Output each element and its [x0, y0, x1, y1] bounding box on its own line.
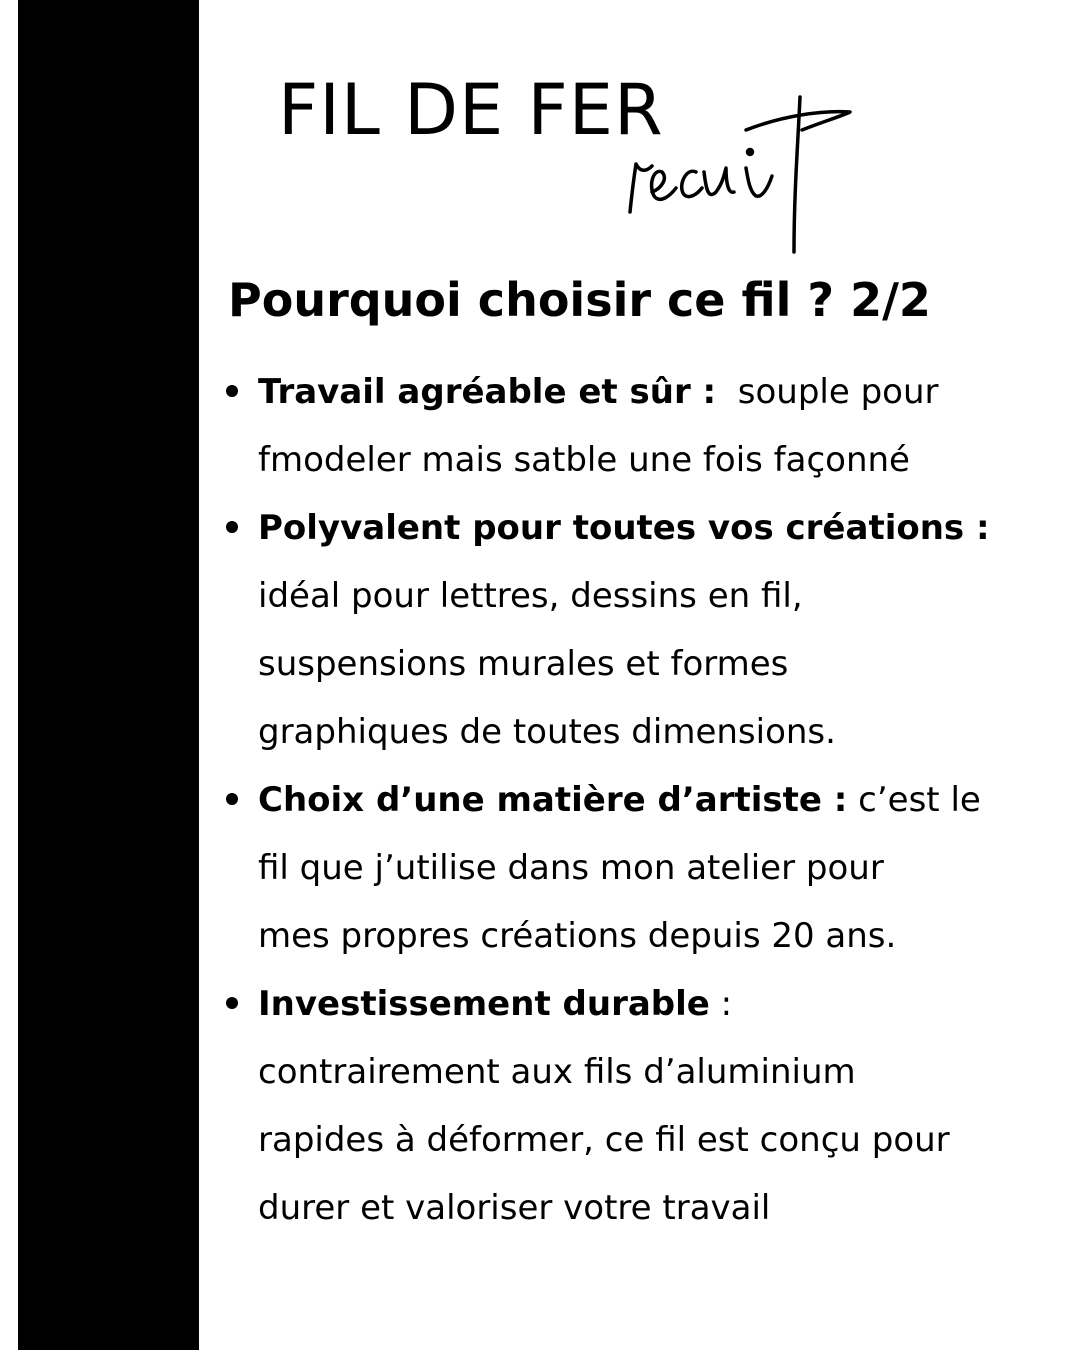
script-logo-recuit	[622, 92, 862, 262]
benefit-line	[258, 970, 1078, 1038]
bullet-dot-icon	[226, 793, 238, 805]
benefit-lead: Investissement durable	[258, 984, 710, 1024]
benefit-line: fil que j’utilise dans mon atelier pour	[258, 848, 884, 888]
benefit-item-durable-investment	[258, 970, 1078, 1242]
benefit-item-versatile	[258, 494, 1078, 766]
benefit-line	[258, 766, 1078, 834]
benefit-line: graphiques de toutes dimensions.	[258, 712, 836, 752]
brand-title: FIL DE FER	[278, 69, 664, 151]
benefit-text: :	[709, 984, 733, 1024]
benefit-lead: Travail agréable et sûr :	[258, 372, 717, 412]
benefit-line: durer et valoriser votre travail	[258, 1188, 771, 1228]
benefit-lead: Choix d’une matière d’artiste :	[258, 780, 848, 820]
bullet-dot-icon	[226, 997, 238, 1009]
benefit-line: mes propres créations depuis 20 ans.	[258, 916, 897, 956]
left-black-bar	[18, 0, 199, 1350]
benefit-text: c’est le	[847, 780, 981, 820]
bullet-dot-icon	[226, 385, 238, 397]
benefit-line: fmodeler mais satble une fois façonné	[258, 440, 910, 480]
benefit-text: souple pour	[716, 372, 939, 412]
benefit-item-pleasant-work	[258, 358, 1078, 494]
benefit-line: suspensions murales et formes	[258, 644, 789, 684]
benefit-line: idéal pour lettres, dessins en fil,	[258, 576, 803, 616]
benefit-line	[258, 494, 1078, 562]
section-heading: Pourquoi choisir ce fil ? 2/2	[228, 273, 931, 327]
benefit-line: contrairement aux fils d’aluminium	[258, 1052, 856, 1092]
benefits-list	[258, 358, 1078, 1242]
bullet-dot-icon	[226, 521, 238, 533]
benefit-lead: Polyvalent pour toutes vos créations :	[258, 508, 990, 548]
benefit-line	[258, 358, 1078, 426]
benefit-line: rapides à déformer, ce fil est conçu pour	[258, 1120, 950, 1160]
benefit-item-artist-material	[258, 766, 1078, 970]
